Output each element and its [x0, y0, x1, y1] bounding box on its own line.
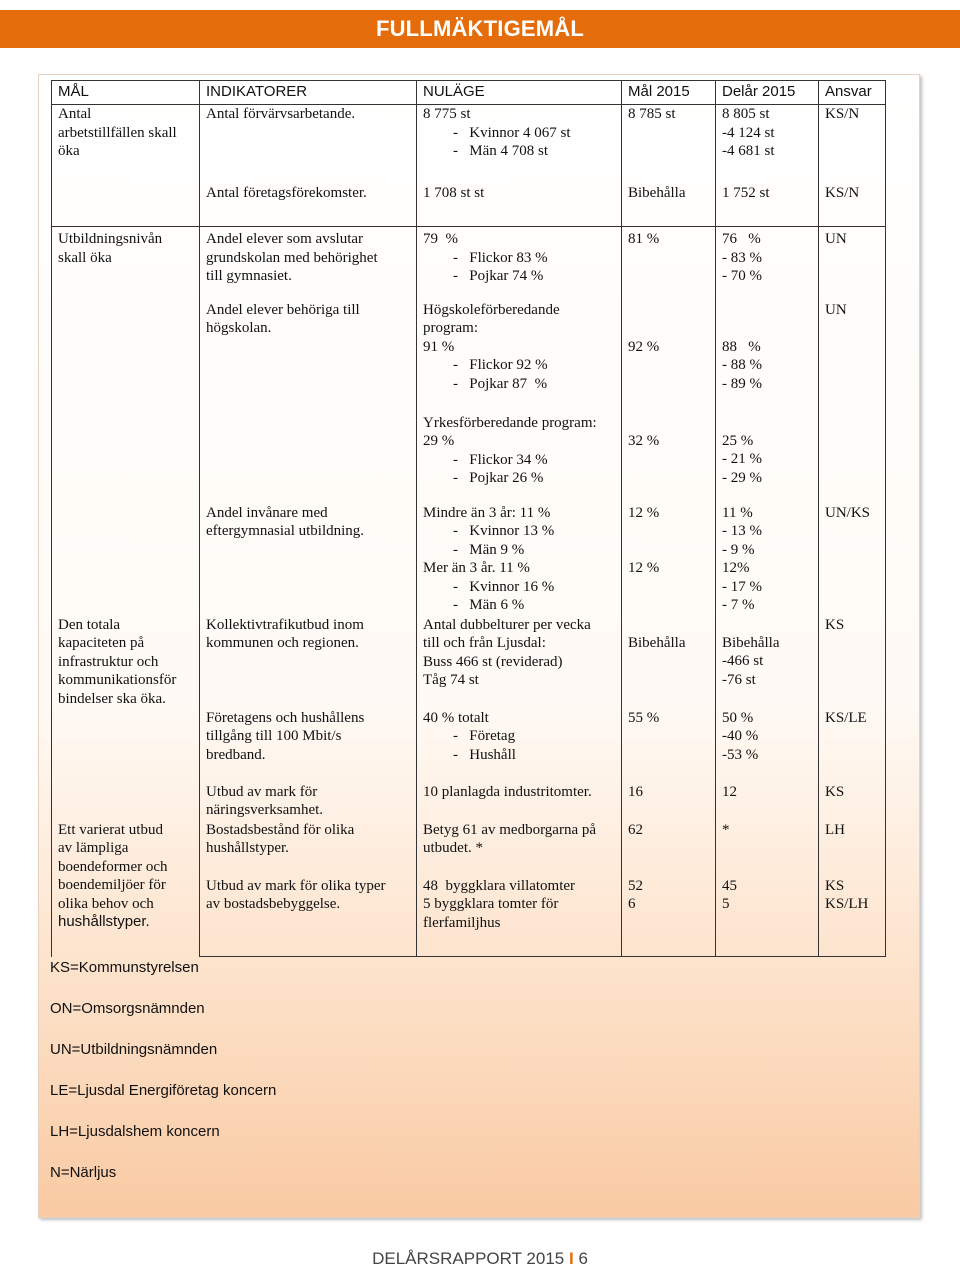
- owner-cell: KS KS/LH: [819, 877, 886, 957]
- page-number: 6: [578, 1249, 588, 1268]
- target-cell: 32 %: [622, 414, 716, 504]
- status-cell: Mindre än 3 år: 11 % - Kvinnor 13 % - Män 9 % Mer än 3 år. 11 % - Kvinnor 16 % - Män 6 %: [417, 504, 622, 616]
- header-interim: Delår 2015: [716, 81, 819, 105]
- table-row: [52, 414, 886, 504]
- owner-cell: KS/N: [819, 105, 886, 179]
- indicator-cell: Utbud av mark för näringsverksamhet.: [200, 783, 417, 821]
- indicator-cell: Kollektivtrafikutbud inom kommunen och regionen.: [200, 616, 417, 709]
- target-cell: 81 %: [622, 227, 716, 301]
- indicator-cell: Andel elever som avslutar grundskolan med behörighet till gymnasiet.: [200, 227, 417, 301]
- status-cell: 1 708 st st: [417, 179, 622, 227]
- status-cell: Yrkesförberedande program: 29 % - Flickor 34 % - Pojkar 26 %: [417, 414, 622, 504]
- indicator-cell: [200, 414, 417, 504]
- target-cell: 62: [622, 821, 716, 877]
- goal-cell: [52, 783, 200, 821]
- owner-cell: UN/KS: [819, 504, 886, 616]
- target-cell: 92 %: [622, 301, 716, 414]
- target-cell: Bibehålla: [622, 616, 716, 709]
- legend-item: UN=Utbildningsnämnden: [50, 1041, 218, 1058]
- goal-cell: [52, 504, 200, 616]
- owner-cell: [819, 414, 886, 504]
- interim-cell: 8 805 st -4 124 st -4 681 st: [716, 105, 819, 179]
- report-name: DELÅRSRAPPORT 2015: [372, 1249, 565, 1268]
- indicator-cell: Bostadsbestånd för olika hushållstyper.: [200, 821, 417, 877]
- goal-cell: Antal arbetstillfällen skall öka: [52, 105, 200, 179]
- indicator-cell: Andel elever behöriga till högskolan.: [200, 301, 417, 414]
- header-target: Mål 2015: [622, 81, 716, 105]
- interim-cell: *: [716, 821, 819, 877]
- interim-cell: 76 % - 83 % - 70 %: [716, 227, 819, 301]
- legend-item: LE=Ljusdal Energiföretag koncern: [50, 1082, 277, 1099]
- status-cell: Antal dubbelturer per vecka till och från Ljusdal: Buss 466 st (reviderad) Tåg 74 st: [417, 616, 622, 709]
- owner-cell: LH: [819, 821, 886, 877]
- interim-cell: 88 % - 88 % - 89 %: [716, 301, 819, 414]
- interim-cell: 25 % - 21 % - 29 %: [716, 414, 819, 504]
- goal-cell: Ett varierat utbud av lämpliga boendeformer och boendemiljöer för olika behov och hushållstyper.: [52, 821, 200, 957]
- interim-cell: 11 % - 13 % - 9 % 12% - 17 % - 7 %: [716, 504, 819, 616]
- header-goal: MÅL: [52, 81, 200, 105]
- page-title: FULLMÄKTIGEMÅL: [375, 16, 585, 41]
- owner-cell: KS/N: [819, 179, 886, 227]
- table-row: [52, 709, 886, 783]
- interim-cell: Bibehålla -466 st -76 st: [716, 616, 819, 709]
- table-row: [52, 504, 886, 616]
- legend-item: KS=Kommunstyrelsen: [50, 959, 199, 976]
- goal-cell: Utbildningsnivån skall öka: [52, 227, 200, 301]
- interim-cell: 50 % -40 % -53 %: [716, 709, 819, 783]
- status-cell: Högskoleförberedande program: 91 % - Flickor 92 % - Pojkar 87 %: [417, 301, 622, 414]
- goal-cell: [52, 709, 200, 783]
- indicator-cell: Antal förvärvsarbetande.: [200, 105, 417, 179]
- table-row: [52, 105, 886, 179]
- target-cell: 52 6: [622, 877, 716, 957]
- goals-table: [51, 80, 886, 957]
- header-row: [52, 81, 886, 105]
- table-row: [52, 179, 886, 227]
- target-cell: 12 % 12 %: [622, 504, 716, 616]
- status-cell: Betyg 61 av medborgarna på utbudet. *: [417, 821, 622, 877]
- goal-cell: [52, 414, 200, 504]
- owner-cell: KS: [819, 783, 886, 821]
- target-cell: 8 785 st: [622, 105, 716, 179]
- target-cell: Bibehålla: [622, 179, 716, 227]
- indicator-cell: Företagens och hushållens tillgång till 100 Mbit/s bredband.: [200, 709, 417, 783]
- abbreviation-legend: [50, 958, 276, 1204]
- target-cell: 16: [622, 783, 716, 821]
- owner-cell: UN: [819, 227, 886, 301]
- table-row: [52, 301, 886, 414]
- indicator-cell: Antal företagsförekomster.: [200, 179, 417, 227]
- table-row: [52, 821, 886, 877]
- target-cell: 55 %: [622, 709, 716, 783]
- legend-item: ON=Omsorgsnämnden: [50, 1000, 205, 1017]
- title-banner: [0, 10, 960, 48]
- footer-separator: I: [568, 1249, 574, 1268]
- owner-cell: UN: [819, 301, 886, 414]
- legend-item: N=Närljus: [50, 1164, 117, 1181]
- status-cell: 8 775 st - Kvinnor 4 067 st - Män 4 708 st: [417, 105, 622, 179]
- goal-cell: Den totala kapaciteten på infrastruktur och kommunikationsför bindelser ska öka.: [52, 616, 200, 709]
- owner-cell: KS: [819, 616, 886, 709]
- header-status: NULÄGE: [417, 81, 622, 105]
- indicator-cell: Utbud av mark för olika typer av bostadsbebyggelse.: [200, 877, 417, 957]
- status-cell: 48 byggklara villatomter 5 byggklara tomter för flerfamiljhus: [417, 877, 622, 957]
- table-row: [52, 616, 886, 709]
- page-footer: [0, 1249, 960, 1269]
- status-cell: 40 % totalt - Företag - Hushåll: [417, 709, 622, 783]
- status-cell: 79 % - Flickor 83 % - Pojkar 74 %: [417, 227, 622, 301]
- goal-cell: [52, 179, 200, 227]
- interim-cell: 1 752 st: [716, 179, 819, 227]
- indicator-cell: Andel invånare med eftergymnasial utbildning.: [200, 504, 417, 616]
- goal-cell: [52, 301, 200, 414]
- owner-cell: KS/LE: [819, 709, 886, 783]
- table-row: [52, 227, 886, 301]
- header-owner: Ansvar: [819, 81, 886, 105]
- table-row: [52, 783, 886, 821]
- interim-cell: 45 5: [716, 877, 819, 957]
- status-cell: 10 planlagda industritomter.: [417, 783, 622, 821]
- legend-item: LH=Ljusdalshem koncern: [50, 1123, 220, 1140]
- header-indicators: INDIKATORER: [200, 81, 417, 105]
- interim-cell: 12: [716, 783, 819, 821]
